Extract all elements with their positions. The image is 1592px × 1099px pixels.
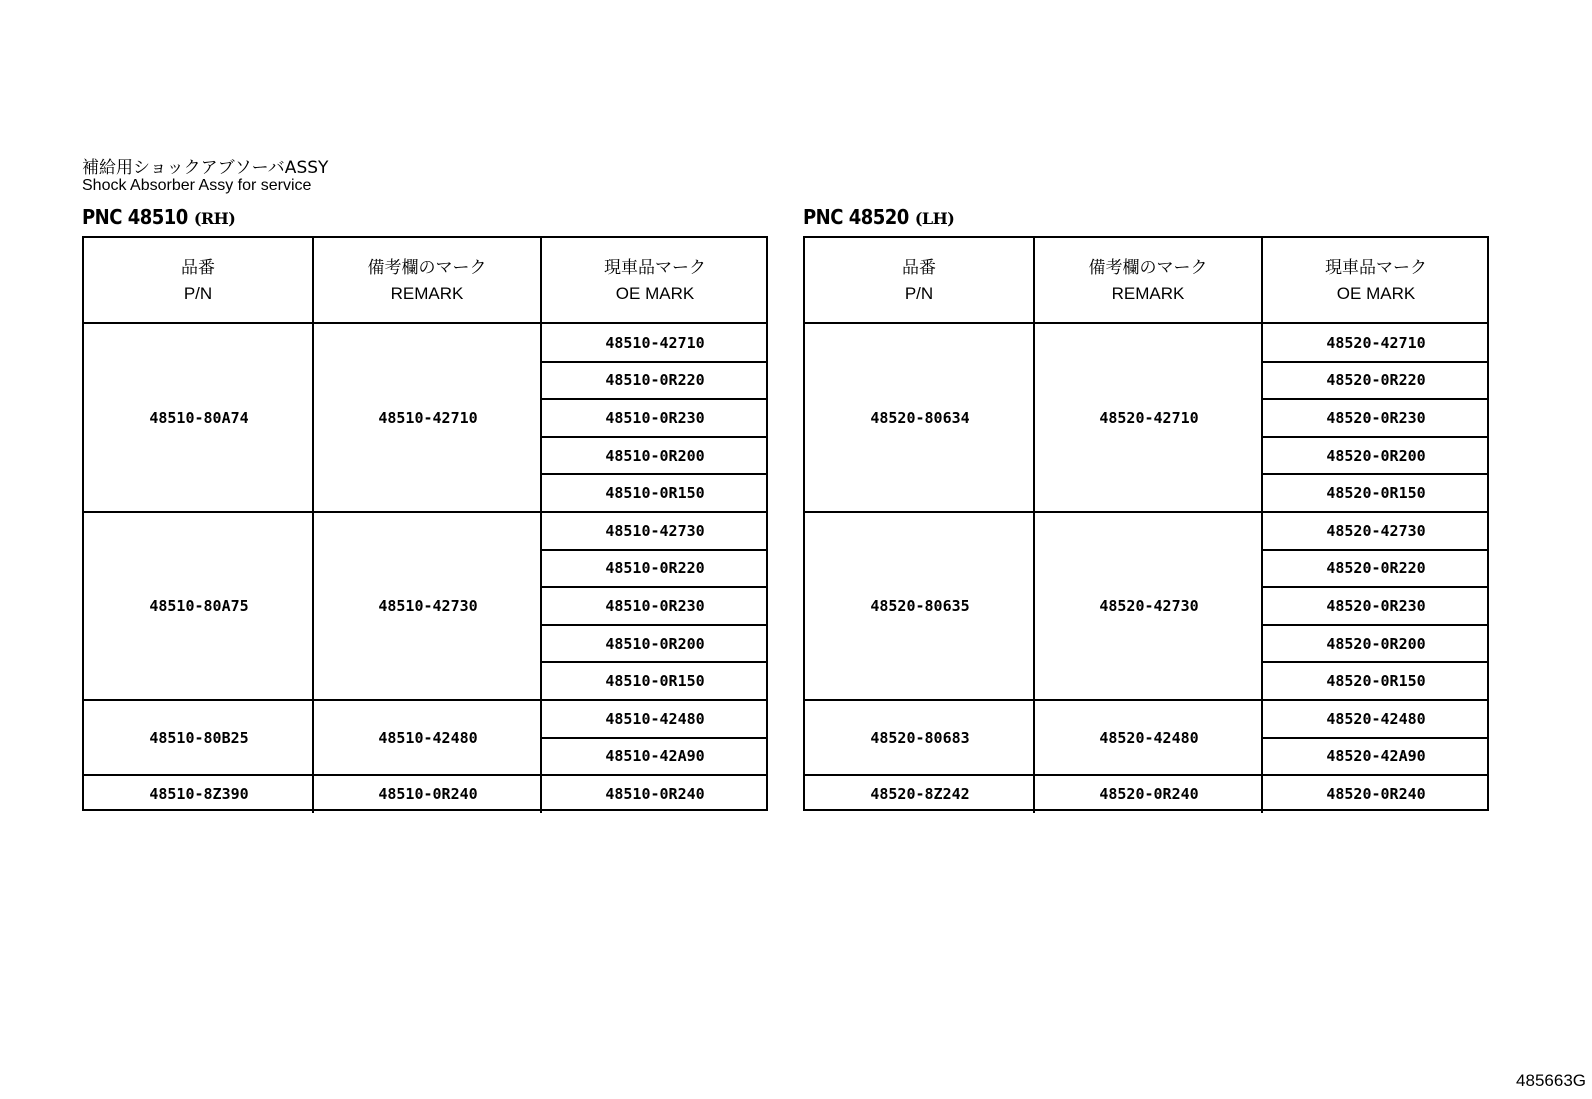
pnc-number: PNC 48510 xyxy=(82,205,188,229)
part-number-cell: 48520-80634 xyxy=(870,409,970,427)
oe-mark-cell: 48510-42730 xyxy=(605,521,705,540)
oe-mark-cell: 48520-0R150 xyxy=(1326,672,1426,691)
image-id: 485663G xyxy=(1516,1071,1586,1090)
oe-row-divider xyxy=(542,661,768,663)
pnc-label-rh xyxy=(82,205,235,229)
part-number-cell: 48510-80A74 xyxy=(149,409,249,427)
header-pn-jp: 品番 xyxy=(902,258,936,278)
header-pn-jp: 品番 xyxy=(181,258,215,278)
oe-mark-cell: 48520-42710 xyxy=(1326,333,1426,352)
header-remark-jp: 備考欄のマーク xyxy=(1088,258,1208,278)
oe-mark-cell: 48520-0R150 xyxy=(1326,484,1426,503)
remark-cell: 48510-42730 xyxy=(378,597,478,615)
oe-mark-cell: 48520-42480 xyxy=(1326,709,1426,728)
oe-mark-cell: 48510-0R220 xyxy=(605,559,705,578)
oe-mark-cell: 48520-0R200 xyxy=(1326,446,1426,465)
part-number-cell: 48510-8Z390 xyxy=(149,784,249,803)
remark-cell: 48520-42480 xyxy=(1099,728,1199,747)
oe-row-divider xyxy=(1263,624,1489,626)
oe-row-divider xyxy=(542,436,768,438)
oe-row-divider xyxy=(1263,398,1489,400)
header-remark-en: REMARK xyxy=(390,284,464,303)
column-divider xyxy=(1261,322,1263,813)
column-divider xyxy=(540,322,542,813)
oe-mark-cell: 48510-42A90 xyxy=(605,747,705,766)
part-number-cell: 48520-80635 xyxy=(870,597,970,615)
remark-cell: 48520-0R240 xyxy=(1099,784,1199,803)
header-oe-jp: 現車品マーク xyxy=(1325,258,1427,278)
remark-cell: 48510-42480 xyxy=(378,728,478,747)
oe-row-divider xyxy=(542,361,768,363)
oe-row-divider xyxy=(1263,737,1489,739)
parts-table-lh xyxy=(803,236,1489,811)
oe-mark-cell: 48510-0R240 xyxy=(605,784,705,803)
oe-row-divider xyxy=(1263,549,1489,551)
section-title-japanese: 補給用ショックアブソーバASSY xyxy=(82,158,329,178)
oe-row-divider xyxy=(542,549,768,551)
oe-row-divider xyxy=(1263,361,1489,363)
parts-table-rh xyxy=(82,236,768,811)
oe-row-divider xyxy=(542,737,768,739)
header-oe-mark xyxy=(1263,238,1489,324)
remark-cell: 48520-42710 xyxy=(1099,409,1199,427)
oe-mark-cell: 48520-42730 xyxy=(1326,521,1426,540)
header-pn xyxy=(805,238,1035,324)
oe-mark-cell: 48510-42710 xyxy=(605,333,705,352)
oe-row-divider xyxy=(542,586,768,588)
pnc-side: (LH) xyxy=(914,209,955,228)
oe-mark-cell: 48510-0R220 xyxy=(605,371,705,390)
oe-mark-cell: 48510-0R200 xyxy=(605,634,705,653)
oe-mark-cell: 48520-0R230 xyxy=(1326,408,1426,427)
oe-mark-cell: 48520-0R230 xyxy=(1326,596,1426,615)
oe-row-divider xyxy=(542,398,768,400)
oe-mark-cell: 48520-42A90 xyxy=(1326,747,1426,766)
oe-mark-cell: 48520-0R220 xyxy=(1326,559,1426,578)
part-number-cell: 48520-8Z242 xyxy=(870,784,970,803)
oe-row-divider xyxy=(1263,473,1489,475)
header-oe-en: OE MARK xyxy=(1336,284,1416,303)
pnc-side: (RH) xyxy=(193,209,236,228)
header-oe-en: OE MARK xyxy=(615,284,695,303)
section-title-english: Shock Absorber Assy for service xyxy=(82,177,312,194)
header-pn-en: P/N xyxy=(183,284,213,303)
oe-row-divider xyxy=(1263,586,1489,588)
column-divider xyxy=(1033,322,1035,813)
header-remark xyxy=(314,238,542,324)
remark-cell: 48510-0R240 xyxy=(378,784,478,803)
oe-row-divider xyxy=(1263,661,1489,663)
header-pn xyxy=(84,238,314,324)
part-number-cell: 48520-80683 xyxy=(870,728,970,747)
pnc-number: PNC 48520 xyxy=(803,205,909,229)
oe-row-divider xyxy=(542,624,768,626)
remark-cell: 48520-42730 xyxy=(1099,597,1199,615)
oe-mark-cell: 48510-0R230 xyxy=(605,408,705,427)
header-pn-en: P/N xyxy=(904,284,934,303)
remark-cell: 48510-42710 xyxy=(378,409,478,427)
column-divider xyxy=(312,322,314,813)
header-remark-en: REMARK xyxy=(1111,284,1185,303)
oe-mark-cell: 48510-42480 xyxy=(605,709,705,728)
oe-mark-cell: 48520-0R200 xyxy=(1326,634,1426,653)
oe-mark-cell: 48510-0R230 xyxy=(605,596,705,615)
oe-row-divider xyxy=(542,473,768,475)
oe-mark-cell: 48510-0R150 xyxy=(605,672,705,691)
part-number-cell: 48510-80B25 xyxy=(149,728,249,747)
header-remark-jp: 備考欄のマーク xyxy=(367,258,487,278)
oe-mark-cell: 48520-0R220 xyxy=(1326,371,1426,390)
oe-row-divider xyxy=(1263,436,1489,438)
header-remark xyxy=(1035,238,1263,324)
oe-mark-cell: 48510-0R150 xyxy=(605,484,705,503)
part-number-cell: 48510-80A75 xyxy=(149,597,249,615)
oe-mark-cell: 48520-0R240 xyxy=(1326,784,1426,803)
header-oe-jp: 現車品マーク xyxy=(604,258,706,278)
pnc-label-lh xyxy=(803,205,954,229)
header-oe-mark xyxy=(542,238,768,324)
oe-mark-cell: 48510-0R200 xyxy=(605,446,705,465)
